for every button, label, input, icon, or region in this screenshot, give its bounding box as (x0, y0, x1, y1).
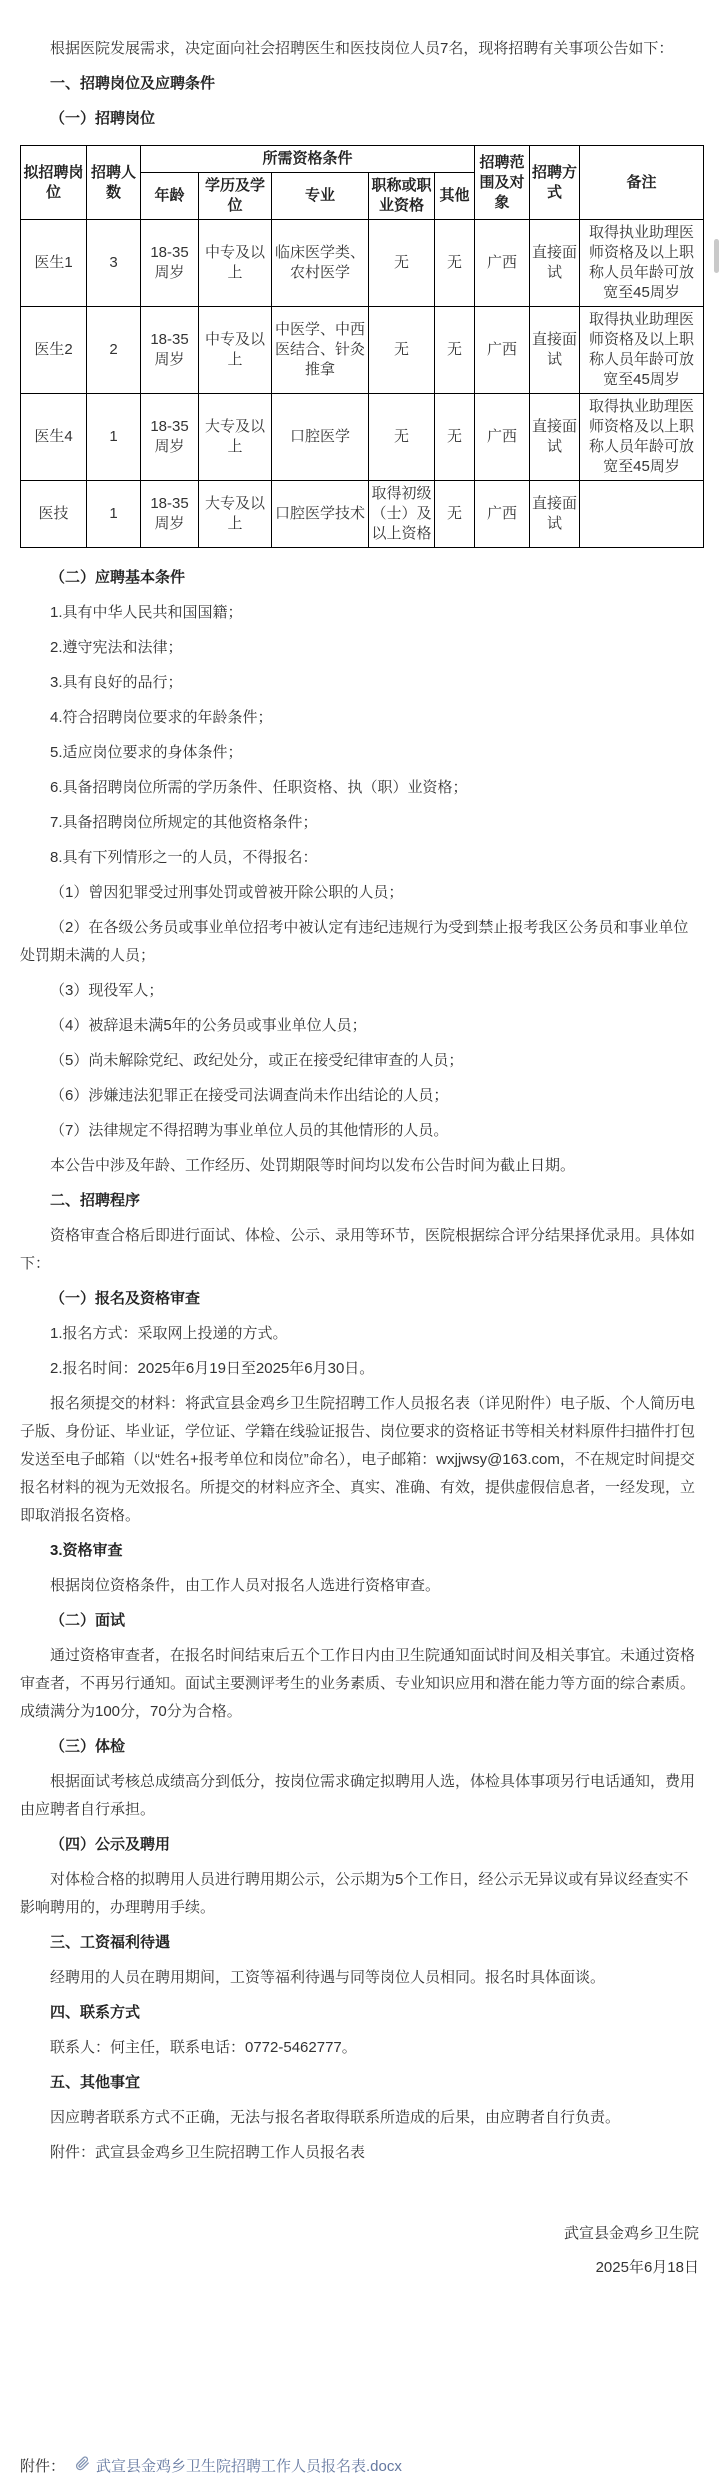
cell-remark: 取得执业助理医师资格及以上职称人员年龄可放宽至45周岁 (580, 307, 704, 394)
cell-education: 大专及以上 (199, 394, 272, 481)
section-heading: （二）应聘基本条件 (50, 569, 186, 586)
paragraph: 1.具有中华人民共和国国籍； (50, 604, 243, 621)
paragraph: 资格审查合格后即进行面试、体检、公示、录用等环节，医院根据综合评分结果择优录用。具体如下： (20, 1227, 696, 1272)
cell-position: 医技 (21, 481, 87, 548)
paragraph: 报名须提交的材料：将武宣县金鸡乡卫生院招聘工作人员报名表（详见附件）电子版、个人简历电子版、身份证、毕业证，学位证、学籍在线验证报告、岗位要求的资格证书等相关材料原件扫描件打包发送至电子邮箱（以“姓名+报考单位和岗位”命名），电子邮箱：wxjjwsy@163.com，不在规定时间提交报名材料的视为无效报名。所提交的材料应齐全、真实、准确、有效，提供虚假信息者，一经发现，立即取消报名资格。 (20, 1395, 696, 1524)
cell-position: 医生1 (21, 220, 87, 307)
section-heading: （四）公示及聘用 (50, 1836, 171, 1853)
header-cell-title-qual: 职称或职业资格 (369, 173, 435, 220)
section-heading: 三、工资福利待遇 (50, 1934, 171, 1951)
cell-other: 无 (435, 481, 475, 548)
paragraph: （3）现役军人； (50, 982, 164, 999)
attachment-link[interactable]: 武宣县金鸡乡卫生院招聘工作人员报名表.docx (96, 2458, 402, 2475)
cell-count: 1 (87, 394, 141, 481)
paragraph: 4.符合招聘岗位要求的年龄条件； (50, 709, 273, 726)
paragraph: 根据面试考核总成绩高分到低分，按岗位需求确定拟聘用人选，体检具体事项另行电话通知，费用由应聘者自行承担。 (20, 1773, 696, 1818)
cell-age: 18-35周岁 (141, 394, 199, 481)
signature-org: 武宣县金鸡乡卫生院 (563, 2225, 699, 2242)
section-heading: （三）体检 (50, 1738, 126, 1755)
cell-major: 中医学、中西医结合、针灸推拿 (272, 307, 369, 394)
paragraph: 联系人：何主任，联系电话：0772-5462777。 (50, 2039, 357, 2056)
paragraph: 8.具有下列情形之一的人员，不得报名： (50, 849, 318, 866)
section-heading: 二、招聘程序 (50, 1192, 141, 1209)
paragraph: （7）法律规定不得招聘为事业单位人员的其他情形的人员。 (50, 1122, 449, 1139)
cell-education: 中专及以上 (199, 220, 272, 307)
paragraph: （1）曾因犯罪受过刑事处罚或曾被开除公职的人员； (50, 884, 404, 901)
cell-method: 直接面试 (530, 481, 580, 548)
header-cell-method: 招聘方式 (530, 146, 580, 220)
document-body-top (20, 35, 699, 133)
paragraph: 2.报名时间：2025年6月19日至2025年6月30日。 (50, 1360, 375, 1377)
paperclip-icon (75, 2456, 90, 2478)
section-heading: （一）招聘岗位 (50, 110, 156, 127)
cell-method: 直接面试 (530, 220, 580, 307)
paragraph: 2.遵守宪法和法律； (50, 639, 183, 656)
cell-position: 医生4 (21, 394, 87, 481)
cell-remark: 取得执业助理医师资格及以上职称人员年龄可放宽至45周岁 (580, 220, 704, 307)
section-heading: 一、招聘岗位及应聘条件 (50, 75, 216, 92)
cell-remark: 取得执业助理医师资格及以上职称人员年龄可放宽至45周岁 (580, 394, 704, 481)
attachment-bar (20, 2456, 699, 2478)
section-heading: （二）面试 (50, 1612, 126, 1629)
cell-age: 18-35周岁 (141, 307, 199, 394)
paragraph: 因应聘者联系方式不正确，无法与报名者取得联系所造成的后果，由应聘者自行负责。 (50, 2109, 621, 2126)
cell-other: 无 (435, 394, 475, 481)
header-cell-remark: 备注 (580, 146, 704, 220)
paragraph: 5.适应岗位要求的身体条件； (50, 744, 243, 761)
cell-title_qual: 无 (369, 220, 435, 307)
cell-remark (580, 481, 704, 548)
paragraph: 根据岗位资格条件，由工作人员对报名人选进行资格审查。 (50, 1577, 441, 1594)
table-row (21, 220, 704, 307)
attachment-label: 附件： (20, 2458, 66, 2475)
section-heading: 3.资格审查 (50, 1542, 123, 1559)
signature-date: 2025年6月18日 (595, 2259, 699, 2276)
paragraph: 经聘用的人员在聘用期间，工资等福利待遇与同等岗位人员相同。报名时具体面谈。 (50, 1969, 606, 1986)
header-cell-other: 其他 (435, 173, 475, 220)
cell-major: 口腔医学技术 (272, 481, 369, 548)
paragraph: 本公告中涉及年龄、工作经历、处罚期限等时间均以发布公告时间为截止日期。 (50, 1157, 576, 1174)
signature-block (20, 2219, 699, 2283)
cell-scope: 广西 (475, 481, 530, 548)
cell-education: 中专及以上 (199, 307, 272, 394)
cell-scope: 广西 (475, 307, 530, 394)
paragraph: 7.具备招聘岗位所规定的其他资格条件； (50, 814, 318, 831)
header-cell-age: 年龄 (141, 173, 199, 220)
cell-count: 2 (87, 307, 141, 394)
table-row (21, 394, 704, 481)
paragraph: 6.具备招聘岗位所需的学历条件、任职资格、执（职）业资格； (50, 779, 468, 796)
cell-position: 医生2 (21, 307, 87, 394)
cell-other: 无 (435, 220, 475, 307)
section-heading: 五、其他事宜 (50, 2074, 141, 2091)
paragraph: 附件：武宣县金鸡乡卫生院招聘工作人员报名表 (50, 2144, 366, 2161)
paragraph: 根据医院发展需求，决定面向社会招聘医生和医技岗位人员7名，现将招聘有关事项公告如下： (50, 40, 674, 57)
header-cell-qualifications: 所需资格条件 (141, 146, 475, 173)
header-cell-scope: 招聘范围及对象 (475, 146, 530, 220)
section-heading: 四、联系方式 (50, 2004, 141, 2021)
table-row (21, 481, 704, 548)
cell-age: 18-35周岁 (141, 481, 199, 548)
paragraph: 通过资格审查者，在报名时间结束后五个工作日内由卫生院通知面试时间及相关事宜。未通过资格审查者，不再另行通知。面试主要测评考生的业务素质、专业知识应用和潜在能力等方面的综合素质。成绩满分为100分，70分为合格。 (20, 1647, 696, 1720)
cell-education: 大专及以上 (199, 481, 272, 548)
cell-title_qual: 无 (369, 307, 435, 394)
section-heading: （一）报名及资格审查 (50, 1290, 201, 1307)
paragraph: （6）涉嫌违法犯罪正在接受司法调查尚未作出结论的人员； (50, 1087, 449, 1104)
paragraph: 1.报名方式：采取网上投递的方式。 (50, 1325, 288, 1342)
paragraph: 3.具有良好的品行； (50, 674, 183, 691)
cell-method: 直接面试 (530, 394, 580, 481)
cell-method: 直接面试 (530, 307, 580, 394)
cell-major: 临床医学类、农村医学 (272, 220, 369, 307)
paragraph: （4）被辞退未满5年的公务员或事业单位人员； (50, 1017, 367, 1034)
header-cell-education: 学历及学位 (199, 173, 272, 220)
cell-major: 口腔医学 (272, 394, 369, 481)
cell-count: 3 (87, 220, 141, 307)
paragraph: （2）在各级公务员或事业单位招考中被认定有违纪违规行为受到禁止报考我区公务员和事业单位处罚期未满的人员； (20, 919, 689, 964)
scrollbar-thumb[interactable] (714, 239, 719, 273)
cell-age: 18-35周岁 (141, 220, 199, 307)
cell-scope: 广西 (475, 394, 530, 481)
cell-other: 无 (435, 307, 475, 394)
cell-title_qual: 取得初级（士）及以上资格 (369, 481, 435, 548)
cell-count: 1 (87, 481, 141, 548)
header-cell-major: 专业 (272, 173, 369, 220)
cell-title_qual: 无 (369, 394, 435, 481)
table-row (21, 307, 704, 394)
header-cell-position: 拟招聘岗位 (21, 146, 87, 220)
document-body-bottom (20, 564, 699, 2167)
paragraph: 对体检合格的拟聘用人员进行聘用期公示，公示期为5个工作日，经公示无异议或有异议经查实不影响聘用的，办理聘用手续。 (20, 1871, 689, 1916)
header-cell-count: 招聘人数 (87, 146, 141, 220)
paragraph: （5）尚未解除党纪、政纪处分，或正在接受纪律审查的人员； (50, 1052, 464, 1069)
table-header-row-1 (21, 146, 704, 173)
cell-scope: 广西 (475, 220, 530, 307)
recruitment-table (20, 145, 704, 548)
